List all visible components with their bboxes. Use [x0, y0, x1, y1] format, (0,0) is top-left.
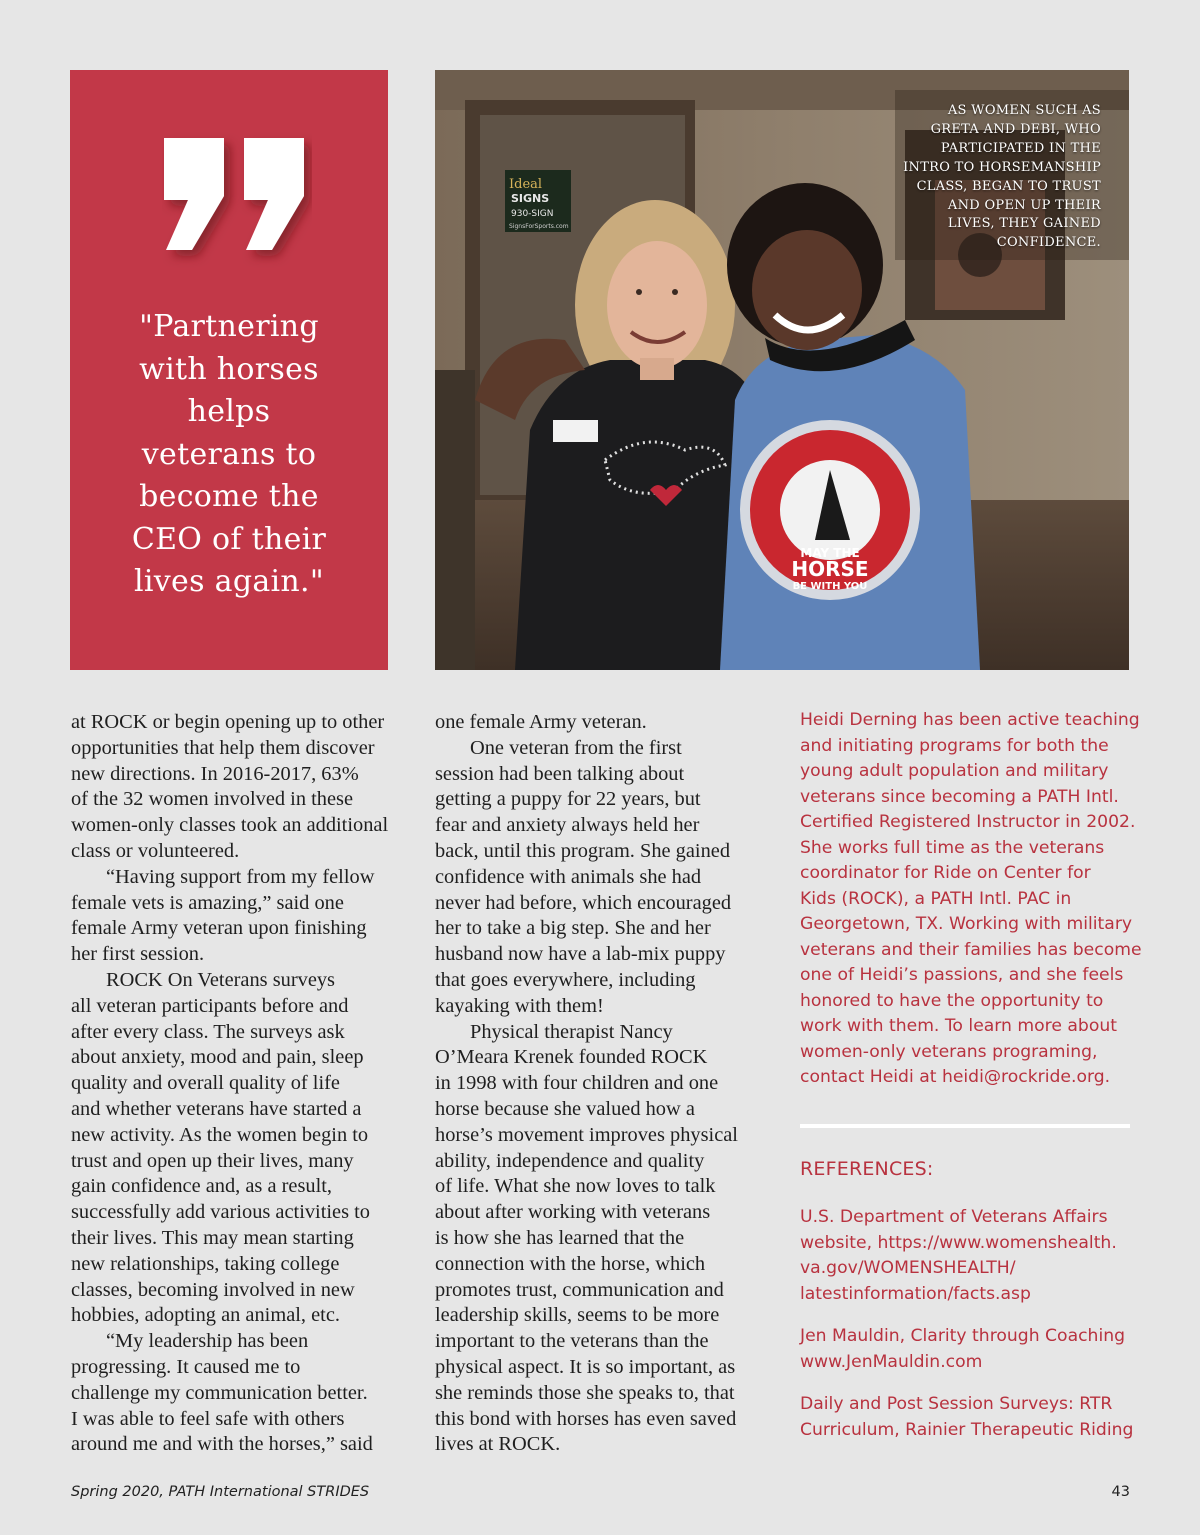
text-line: website, https://www.womenshealth.: [800, 1232, 1117, 1253]
pull-quote-line: "Partnering: [139, 309, 319, 344]
text-line: www.JenMauldin.com: [800, 1351, 983, 1372]
text-line: promotes trust, communication and: [435, 1278, 724, 1301]
text-line: Daily and Post Session Surveys: RTR: [800, 1394, 1113, 1414]
references-heading: REFERENCES:: [800, 1158, 934, 1180]
text-line: coordinator for Ride on Center for: [800, 863, 1091, 883]
pull-quote-text: [70, 306, 388, 604]
text-line: ability, independence and quality: [435, 1149, 705, 1172]
article-column-2: [435, 710, 770, 1458]
text-line: physical aspect. It is so important, as: [435, 1355, 736, 1378]
text-line: honored to have the opportunity to: [800, 990, 1104, 1011]
quotation-mark-icon: [162, 128, 312, 328]
text-line: is how she has learned that the: [435, 1226, 685, 1249]
text-line: challenge my communication better.: [71, 1381, 368, 1404]
text-line: new activity. As the women begin to: [71, 1123, 369, 1146]
pull-quote-line: CEO of their: [131, 521, 327, 557]
text-line: lives at ROCK.: [435, 1433, 561, 1456]
text-line: “My leadership has been: [106, 1330, 309, 1353]
text-line: of the 32 women involved in these: [71, 788, 354, 811]
text-line: hobbies, adopting an animal, etc.: [71, 1304, 340, 1327]
text-line: Kids (ROCK), a PATH Intl. PAC in: [800, 888, 1072, 909]
text-line: kayaking with them!: [435, 994, 604, 1017]
text-line: gain confidence and, as a result,: [71, 1175, 333, 1198]
text-line: about after working with veterans: [435, 1201, 711, 1224]
text-line: Certified Registered Instructor in 2002.: [800, 812, 1136, 832]
caption-line: PARTICIPATED IN THE: [940, 140, 1101, 156]
text-line: confidence with animals she had: [435, 865, 702, 888]
caption-line: AND OPEN UP THEIR: [947, 197, 1101, 213]
text-line: opportunities that help them discover: [71, 736, 375, 759]
text-line: contact Heidi at heidi@rockride.org.: [800, 1067, 1111, 1087]
text-line: about anxiety, mood and pain, sleep: [71, 1046, 364, 1069]
author-bio: [800, 708, 1142, 1091]
shirt-text: BE WITH YOU: [792, 581, 868, 592]
sign-text: SignsForSports.com: [509, 223, 569, 230]
text-line: and whether veterans have started a: [71, 1097, 362, 1120]
caption-line: GRETA AND DEBI, WHO: [930, 121, 1101, 137]
text-line: female vets is amazing,” said one: [71, 891, 344, 914]
text-line: this bond with horses has even saved: [435, 1407, 737, 1430]
text-line: important to the veterans than the: [435, 1330, 709, 1353]
text-line: progressing. It caused me to: [71, 1355, 301, 1378]
text-line: she reminds those she speaks to, that: [435, 1381, 735, 1404]
caption-line: CONFIDENCE.: [996, 235, 1101, 251]
text-line: husband now have a lab-mix puppy: [435, 943, 726, 966]
text-line: ROCK On Veterans surveys: [106, 968, 335, 991]
text-line: leadership skills, seems to be more: [435, 1304, 720, 1327]
text-line: successfully add various activities to: [71, 1201, 370, 1224]
text-line: connection with the horse, which: [435, 1252, 706, 1275]
caption-line: CLASS, BEGAN TO TRUST: [916, 178, 1101, 194]
text-line: women-only veterans programing,: [800, 1041, 1098, 1062]
pull-quote-box: [70, 70, 388, 670]
article-column-1: [71, 710, 406, 1458]
text-line: of life. What she now loves to talk: [435, 1175, 716, 1198]
reference-item: [800, 1324, 1130, 1375]
sign-text: Ideal: [509, 177, 543, 192]
text-line: Physical therapist Nancy: [470, 1020, 673, 1043]
text-line: “Having support from my fellow: [106, 865, 375, 888]
reference-item: [800, 1392, 1134, 1443]
pull-quote-line: helps: [187, 394, 271, 429]
text-line: trust and open up their lives, many: [71, 1149, 354, 1172]
text-line: her to take a big step. She and her: [435, 917, 711, 940]
text-line: one female Army veteran.: [435, 711, 647, 733]
text-line: One veteran from the first: [470, 736, 682, 759]
text-line: horse’s movement improves physical: [435, 1123, 738, 1146]
text-line: new directions. In 2016-2017, 63%: [71, 762, 359, 785]
pull-quote-line: lives again.": [134, 564, 324, 599]
text-line: veterans and their families has become: [800, 939, 1142, 960]
page-number: 43: [1111, 1484, 1130, 1500]
text-line: session had been talking about: [435, 762, 685, 785]
text-line: young adult population and military: [800, 761, 1109, 781]
text-line: O’Meara Krenek founded ROCK: [435, 1046, 708, 1069]
text-line: and initiating programs for both the: [800, 735, 1109, 756]
text-line: one of Heidi’s passions, and she feels: [800, 965, 1124, 985]
pull-quote-line: veterans to: [141, 436, 317, 472]
text-line: new relationships, taking college: [71, 1252, 340, 1275]
text-line: veterans since becoming a PATH Intl.: [800, 786, 1119, 807]
text-line: classes, becoming involved in new: [71, 1278, 355, 1301]
shirt-text: MAY THE: [800, 546, 860, 560]
text-line: quality and overall quality of life: [71, 1072, 340, 1095]
text-line: Heidi Derning has been active teaching: [800, 710, 1140, 730]
text-line: their lives. This may mean starting: [71, 1226, 354, 1249]
feature-photo: [435, 70, 1129, 670]
text-line: She works full time as the veterans: [800, 837, 1105, 858]
text-line: women-only classes took an additional: [71, 814, 389, 837]
text-line: Georgetown, TX. Working with military: [800, 914, 1133, 934]
sign-text: SIGNS: [511, 192, 550, 205]
reference-item: [800, 1205, 1130, 1307]
text-line: female Army veteran upon finishing: [71, 917, 367, 940]
text-line: va.gov/WOMENSHEALTH/: [800, 1258, 1016, 1278]
text-line: U.S. Department of Veterans Affairs: [800, 1207, 1108, 1227]
pull-quote-line: with horses: [139, 351, 319, 387]
caption-line: INTRO TO HORSEMANSHIP: [903, 159, 1101, 175]
section-divider: [800, 1124, 1130, 1128]
caption-line: LIVES, THEY GAINED: [947, 216, 1101, 232]
text-line: Jen Mauldin, Clarity through Coaching: [800, 1326, 1126, 1346]
publication-footer: Spring 2020, PATH International STRIDES: [71, 1484, 370, 1500]
text-line: in 1998 with four children and one: [435, 1072, 719, 1095]
text-line: latestinformation/facts.asp: [800, 1283, 1031, 1304]
text-line: class or volunteered.: [71, 839, 240, 862]
caption-line: AS WOMEN SUCH AS: [947, 103, 1101, 118]
text-line: Curriculum, Rainier Therapeutic Riding: [800, 1419, 1134, 1440]
text-line: work with them. To learn more about: [800, 1016, 1117, 1036]
text-line: back, until this program. She gained: [435, 839, 731, 862]
photo-caption: [881, 102, 1101, 253]
pull-quote-line: become the: [139, 479, 319, 514]
text-line: around me and with the horses,” said: [71, 1433, 373, 1456]
text-line: that goes everywhere, including: [435, 968, 696, 991]
text-line: at ROCK or begin opening up to other: [71, 711, 385, 733]
text-line: I was able to feel safe with others: [71, 1407, 345, 1430]
text-line: after every class. The surveys ask: [71, 1020, 345, 1043]
text-line: all veteran participants before and: [71, 994, 349, 1017]
sign-text: 930-SIGN: [511, 209, 554, 219]
text-line: horse because she valued how a: [435, 1097, 695, 1120]
shirt-text: HORSE: [791, 557, 869, 581]
text-line: her first session.: [71, 943, 205, 966]
text-line: never had before, which encouraged: [435, 891, 732, 914]
text-line: fear and anxiety always held her: [435, 814, 700, 837]
text-line: getting a puppy for 22 years, but: [435, 788, 701, 811]
